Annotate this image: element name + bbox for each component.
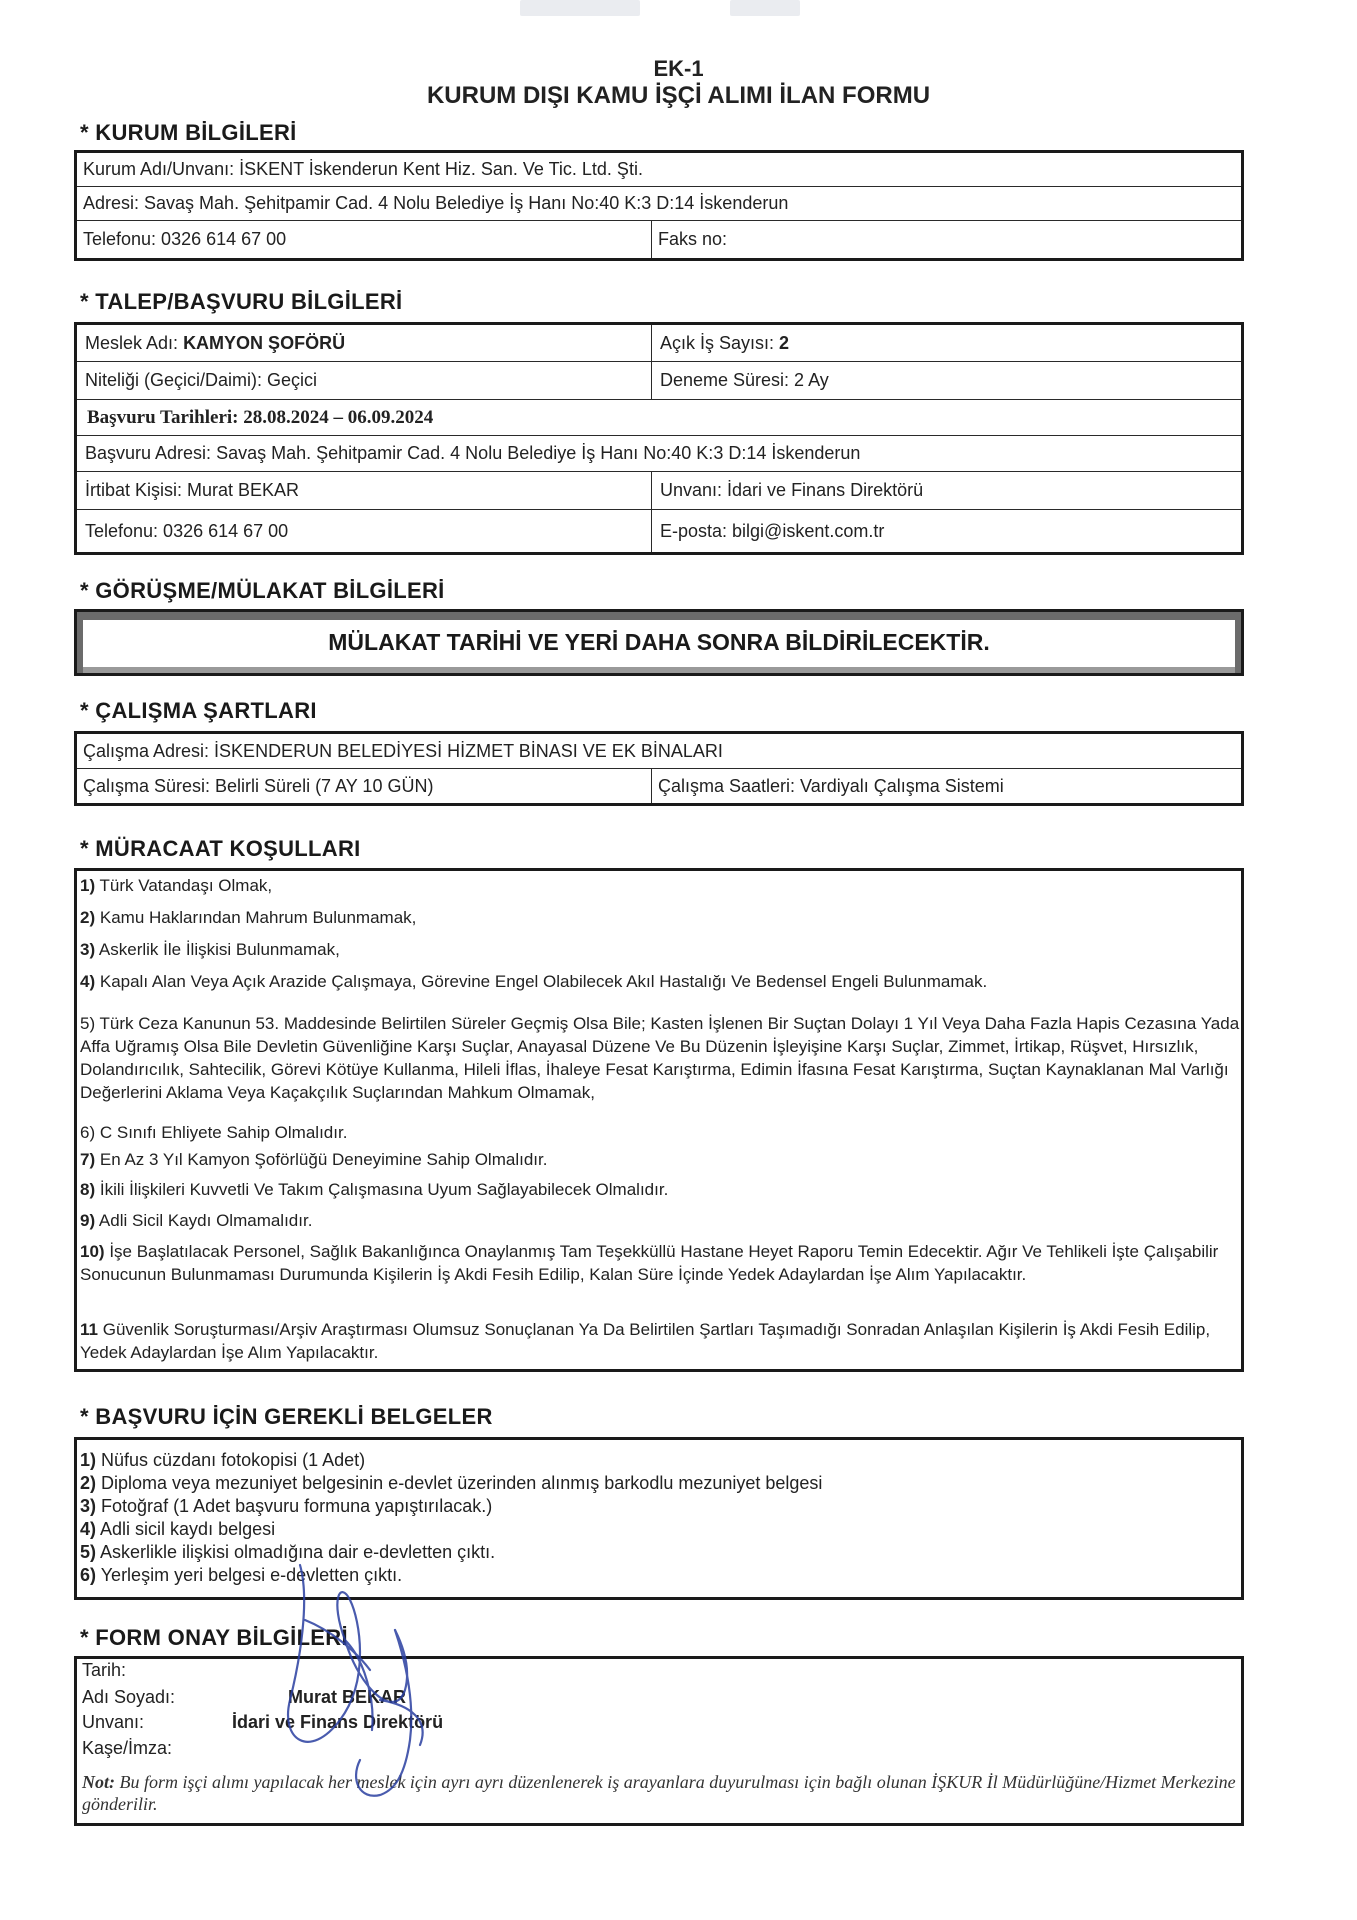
interview-notice: MÜLAKAT TARİHİ VE YERİ DAHA SONRA BİLDİRİLECEKTİR. xyxy=(328,629,990,655)
application-address: Başvuru Adresi: Savaş Mah. Şehitpamir Cad. 4 Nolu Belediye İş Hanı No:40 K:3 D:14 İskenderun xyxy=(85,443,861,463)
document-item: 2) Diploma veya mezuniyet belgesinin e-devlet üzerinden alınmış barkodlu mezuniyet belgesi xyxy=(80,1473,823,1493)
condition-item: 3) Askerlik İle İlişkisi Bulunmamak, xyxy=(80,940,340,959)
condition-item: 5) Türk Ceza Kanunun 53. Maddesinde Belirtilen Süreler Geçmiş Olsa Bile; Kasten İşlenen Bir Suçtan Dolayı 1 Yıl Veya Daha Fazla Hapis Cezasına Yada Affa Uğramış Olsa Bile Devletin Güvenliğine Karşı Suçlar, Anayasal Düzene Ve Bu Düzenin İşleyişine Karşı Suçlar, Zimmet, İrtikap, Rüşvet, Hırsızlık, Dolandırıcılık, Sahtecilik, Görevi Kötüye Kullanma, Hileli İflas, İhaleye Fesat Karıştırma, Edimin İfasına Fesat Karıştırma, Suçtan Kaynaklanan Mal Varlığı Değerlerini Aklama Veya Kaçakçılık Suçlarından Mahkum Olmamak, xyxy=(80,1014,1240,1102)
occupation xyxy=(77,325,651,361)
scan-smudge xyxy=(520,0,640,16)
open-jobs-value: 2 xyxy=(779,332,790,353)
open-jobs-label: Açık İş Sayısı: xyxy=(660,332,775,353)
section-title-kurum: * KURUM BİLGİLERİ xyxy=(80,120,297,145)
work-address: Çalışma Adresi: İSKENDERUN BELEDİYESİ HİZMET BİNASI VE EK BİNALARI xyxy=(83,740,723,761)
trial-period: Deneme Süresi: 2 Ay xyxy=(651,362,1241,399)
section-title-mulakat: * GÖRÜŞME/MÜLAKAT BİLGİLERİ xyxy=(80,578,445,603)
approval-date-label: Tarih: xyxy=(82,1660,127,1680)
scan-smudge xyxy=(730,0,800,16)
calisma-box xyxy=(74,731,1244,806)
kurum-address: Adresi: Savaş Mah. Şehitpamir Cad. 4 Nolu Belediye İş Hanı No:40 K:3 D:14 İskenderun xyxy=(83,193,789,213)
note-text: Bu form işçi alımı yapılacak her meslek için ayrı ayrı düzenlenerek iş arayanlara duyurulması için bağlı olunan İŞKUR İl Müdürlüğüne/Hizmet Merkezine gönderilir. xyxy=(82,1772,1236,1814)
kurum-box xyxy=(74,150,1244,261)
document-item: 5) Askerlikle ilişkisi olmadığına dair e-devletten çıktı. xyxy=(80,1542,496,1562)
contact-person: İrtibat Kişisi: Murat BEKAR xyxy=(85,480,300,500)
nature: Niteliği (Geçici/Daimi): Geçici xyxy=(85,370,318,390)
contact-title: Unvanı: İdari ve Finans Direktörü xyxy=(651,472,1241,509)
approval-title-value: İdari ve Finans Direktörü xyxy=(232,1712,444,1732)
document-item: 6) Yerleşim yeri belgesi e-devletten çıktı. xyxy=(80,1565,403,1585)
contact-email: E-posta: bilgi@iskent.com.tr xyxy=(651,510,1241,552)
document-item: 4) Adli sicil kaydı belgesi xyxy=(80,1519,276,1539)
kurum-name: Kurum Adı/Unvanı: İSKENT İskenderun Kent Hiz. San. Ve Tic. Ltd. Şti. xyxy=(83,159,643,179)
kurum-phone: Telefonu: 0326 614 67 00 xyxy=(83,229,287,249)
condition-item: 8) İkili İlişkileri Kuvvetli Ve Takım Çalışmasına Uyum Sağlayabilecek Olmalıdır. xyxy=(80,1180,669,1199)
occupation-label: Meslek Adı: xyxy=(85,332,179,353)
condition-item: 10) İşe Başlatılacak Personel, Sağlık Bakanlığınca Onaylanmış Tam Teşekküllü Hastane Heyet Raporu Temin Edecektir. Ağır Ve Tehlikeli İşte Çalışabilir Sonucunun Bulunmaması Durumunda Kişilerin İş Akdi Fesih Edilip, Kalan Süre İçinde Yedek Adaylardan İşe Alım Yapılacaktır. xyxy=(80,1242,1219,1284)
approval-note xyxy=(82,1771,1237,1815)
approval-stamp-label: Kaşe/İmza: xyxy=(82,1738,173,1758)
work-hours: Çalışma Saatleri: Vardiyalı Çalışma Sistemi xyxy=(651,769,1241,803)
kurum-fax: Faks no: xyxy=(651,221,1241,258)
approval-name-label: Adı Soyadı: xyxy=(82,1687,176,1707)
condition-item: 2) Kamu Haklarından Mahrum Bulunmamak, xyxy=(80,908,417,927)
section-title-kosullar: * MÜRACAAT KOŞULLARI xyxy=(80,836,361,861)
section-title-onay: * FORM ONAY BİLGİLERİ xyxy=(80,1625,348,1650)
note-label: Not: xyxy=(82,1772,115,1792)
section-title-belgeler: * BAŞVURU İÇİN GEREKLİ BELGELER xyxy=(80,1404,493,1429)
condition-item: 11 Güvenlik Soruşturması/Arşiv Araştırması Olumsuz Sonuçlanan Ya Da Belirtilen Şartları Taşımadığı Sonradan Anlaşılan Kişilerin İş Akdi Fesih Edilip, Yedek Adaylardan İşe Alım Yapılacaktır. xyxy=(80,1320,1211,1362)
document-item: 1) Nüfus cüzdanı fotokopisi (1 Adet) xyxy=(80,1450,366,1470)
approval-title-label: Unvanı: xyxy=(82,1712,145,1732)
occupation-value: KAMYON ŞOFÖRÜ xyxy=(183,332,346,353)
form-title: KURUM DIŞI KAMU İŞÇİ ALIMI İLAN FORMU xyxy=(426,82,931,109)
approval-name-value: Murat BEKAR xyxy=(288,1687,407,1707)
contact-phone: Telefonu: 0326 614 67 00 xyxy=(85,520,289,541)
annex-label: EK-1 xyxy=(653,56,704,81)
condition-item: 9) Adli Sicil Kaydı Olmamalıdır. xyxy=(80,1211,313,1230)
document-item: 3) Fotoğraf (1 Adet başvuru formuna yapıştırılacak.) xyxy=(80,1496,493,1516)
condition-item: 1) Türk Vatandaşı Olmak, xyxy=(80,876,273,895)
section-title-talep: * TALEP/BAŞVURU BİLGİLERİ xyxy=(80,289,403,314)
section-title-calisma: * ÇALIŞMA ŞARTLARI xyxy=(80,698,317,723)
mulakat-box xyxy=(74,609,1244,676)
application-dates: Başvuru Tarihleri: 28.08.2024 – 06.09.2024 xyxy=(87,406,434,428)
condition-item: 4) Kapalı Alan Veya Açık Arazide Çalışmaya, Görevine Engel Olabilecek Akıl Hastalığı Ve Bedensel Engeli Bulunmamak. xyxy=(80,972,988,991)
work-duration: Çalışma Süresi: Belirli Süreli (7 AY 10 GÜN) xyxy=(83,775,434,796)
talep-box xyxy=(74,322,1244,555)
condition-item: 7) En Az 3 Yıl Kamyon Şoförlüğü Deneyimine Sahip Olmalıdır. xyxy=(80,1150,548,1169)
open-jobs xyxy=(651,325,1241,361)
condition-item: 6) C Sınıfı Ehliyete Sahip Olmalıdır. xyxy=(80,1123,348,1142)
